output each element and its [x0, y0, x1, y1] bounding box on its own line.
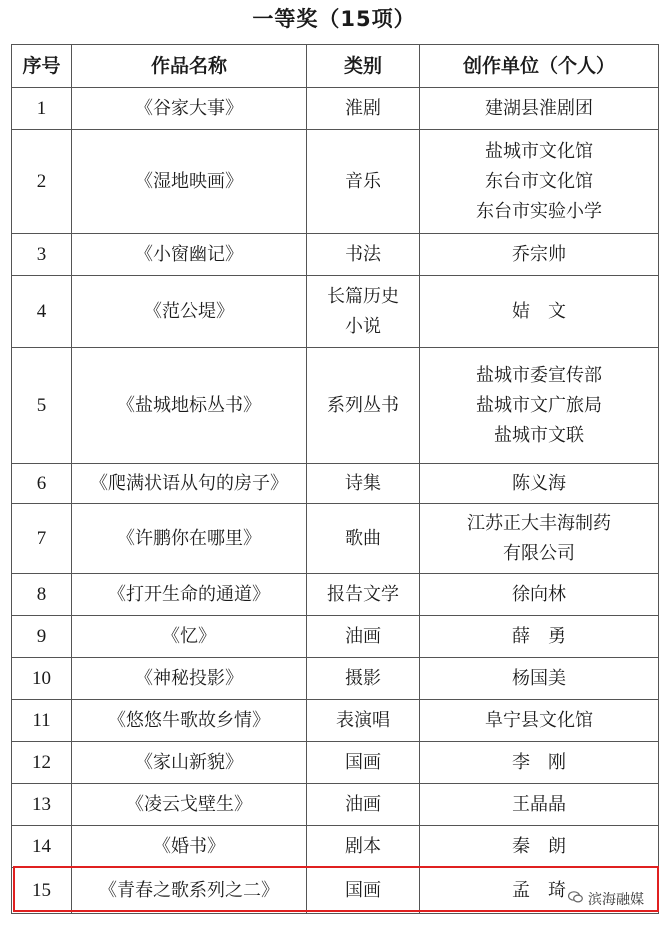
header-category: 类别 — [307, 45, 420, 88]
row-number: 9 — [12, 616, 72, 658]
creator-line: 王晶晶 — [512, 793, 566, 815]
table-row — [12, 700, 659, 742]
chat-bubble-icon — [568, 891, 583, 903]
highlight-box — [13, 866, 659, 912]
category-line: 报告文学 — [327, 583, 399, 605]
category-line: 小说 — [345, 315, 381, 337]
creator-line: 东台市实验小学 — [476, 200, 602, 222]
creator-cell — [420, 504, 659, 574]
table-row — [12, 464, 659, 504]
table-row — [12, 742, 659, 784]
work-title: 《凌云戈壁生》 — [72, 784, 307, 826]
row-number: 13 — [12, 784, 72, 826]
creator-line: 徐向林 — [512, 583, 566, 605]
creator-line: 姞 文 — [512, 300, 566, 322]
creator-line: 建湖县淮剧团 — [485, 97, 593, 119]
table-body — [12, 88, 659, 914]
table-row — [12, 88, 659, 130]
creator-cell — [420, 234, 659, 276]
row-number: 14 — [12, 826, 72, 868]
table-row — [12, 234, 659, 276]
row-number: 6 — [12, 464, 72, 504]
category-cell — [307, 826, 420, 868]
creator-cell — [420, 784, 659, 826]
creator-line: 盐城市文联 — [494, 424, 584, 446]
awards-table — [11, 44, 659, 914]
work-title: 《打开生命的通道》 — [72, 574, 307, 616]
category-line: 书法 — [345, 243, 381, 265]
category-line: 国画 — [345, 751, 381, 773]
work-title: 《神秘投影》 — [72, 658, 307, 700]
award-title: 一等奖（15项） — [252, 7, 416, 31]
creator-line: 乔宗帅 — [512, 243, 566, 265]
creator-cell — [420, 348, 659, 464]
work-title: 《忆》 — [72, 616, 307, 658]
category-line: 音乐 — [345, 170, 381, 192]
work-title: 《家山新貌》 — [72, 742, 307, 784]
creator-line: 阜宁县文化馆 — [485, 709, 593, 731]
creator-cell — [420, 658, 659, 700]
category-line: 系列丛书 — [327, 394, 399, 416]
row-number: 8 — [12, 574, 72, 616]
category-cell — [307, 130, 420, 234]
table-row — [12, 574, 659, 616]
category-cell — [307, 616, 420, 658]
work-title: 《盐城地标丛书》 — [72, 348, 307, 464]
category-cell — [307, 574, 420, 616]
creator-cell — [420, 574, 659, 616]
header-work-title: 作品名称 — [72, 45, 307, 88]
table-row — [12, 504, 659, 574]
category-cell — [307, 700, 420, 742]
row-number: 1 — [12, 88, 72, 130]
category-cell — [307, 234, 420, 276]
category-line: 摄影 — [345, 667, 381, 689]
creator-line: 盐城市文化馆 — [485, 140, 593, 162]
row-number: 4 — [12, 276, 72, 348]
category-line: 剧本 — [345, 835, 381, 857]
category-line: 表演唱 — [336, 709, 390, 731]
category-cell — [307, 88, 420, 130]
creator-line: 杨国美 — [512, 667, 566, 689]
creator-line: 李 刚 — [512, 751, 566, 773]
category-cell — [307, 784, 420, 826]
creator-line: 薛 勇 — [512, 625, 566, 647]
work-title: 《小窗幽记》 — [72, 234, 307, 276]
table-row — [12, 130, 659, 234]
creator-cell — [420, 616, 659, 658]
row-number: 15 — [12, 868, 72, 914]
category-line: 长篇历史 — [327, 285, 399, 307]
category-cell — [307, 348, 420, 464]
row-number: 5 — [12, 348, 72, 464]
category-line: 油画 — [345, 625, 381, 647]
category-cell — [307, 464, 420, 504]
row-number: 3 — [12, 234, 72, 276]
table-row — [12, 276, 659, 348]
row-number: 12 — [12, 742, 72, 784]
creator-line: 有限公司 — [503, 542, 575, 564]
creator-cell — [420, 700, 659, 742]
row-number: 10 — [12, 658, 72, 700]
table-row — [12, 348, 659, 464]
header-creator: 创作单位（个人） — [420, 45, 659, 88]
work-title: 《范公堤》 — [72, 276, 307, 348]
creator-line: 盐城市委宣传部 — [476, 364, 602, 386]
table-row — [12, 658, 659, 700]
creator-cell — [420, 88, 659, 130]
category-line: 淮剧 — [345, 97, 381, 119]
creator-line: 秦 朗 — [512, 835, 566, 857]
watermark: 滨海融媒 — [586, 889, 646, 909]
table-header-row — [12, 45, 659, 88]
creator-cell — [420, 276, 659, 348]
work-title: 《许鹏你在哪里》 — [72, 504, 307, 574]
row-number: 2 — [12, 130, 72, 234]
work-title: 《青春之歌系列之二》 — [72, 868, 307, 914]
table-row — [12, 784, 659, 826]
creator-line: 江苏正大丰海制药 — [467, 512, 611, 534]
table-row — [12, 826, 659, 868]
work-title: 《悠悠牛歌故乡情》 — [72, 700, 307, 742]
work-title: 《婚书》 — [72, 826, 307, 868]
category-line: 油画 — [345, 793, 381, 815]
category-line: 诗集 — [345, 472, 381, 494]
category-line: 国画 — [345, 879, 381, 901]
creator-cell — [420, 130, 659, 234]
category-cell — [307, 276, 420, 348]
work-title: 《湿地映画》 — [72, 130, 307, 234]
category-cell — [307, 742, 420, 784]
creator-cell — [420, 826, 659, 868]
creator-cell — [420, 742, 659, 784]
category-cell — [307, 658, 420, 700]
creator-line: 陈义海 — [512, 472, 566, 494]
work-title: 《谷家大事》 — [72, 88, 307, 130]
header-number: 序号 — [12, 45, 72, 88]
creator-line: 孟 琦 — [512, 879, 566, 901]
work-title: 《爬满状语从句的房子》 — [72, 464, 307, 504]
row-number: 11 — [12, 700, 72, 742]
row-number: 7 — [12, 504, 72, 574]
creator-line: 东台市文化馆 — [485, 170, 593, 192]
category-line: 歌曲 — [345, 527, 381, 549]
table-row — [12, 616, 659, 658]
creator-cell — [420, 464, 659, 504]
creator-line: 盐城市文广旅局 — [476, 394, 602, 416]
category-cell — [307, 504, 420, 574]
